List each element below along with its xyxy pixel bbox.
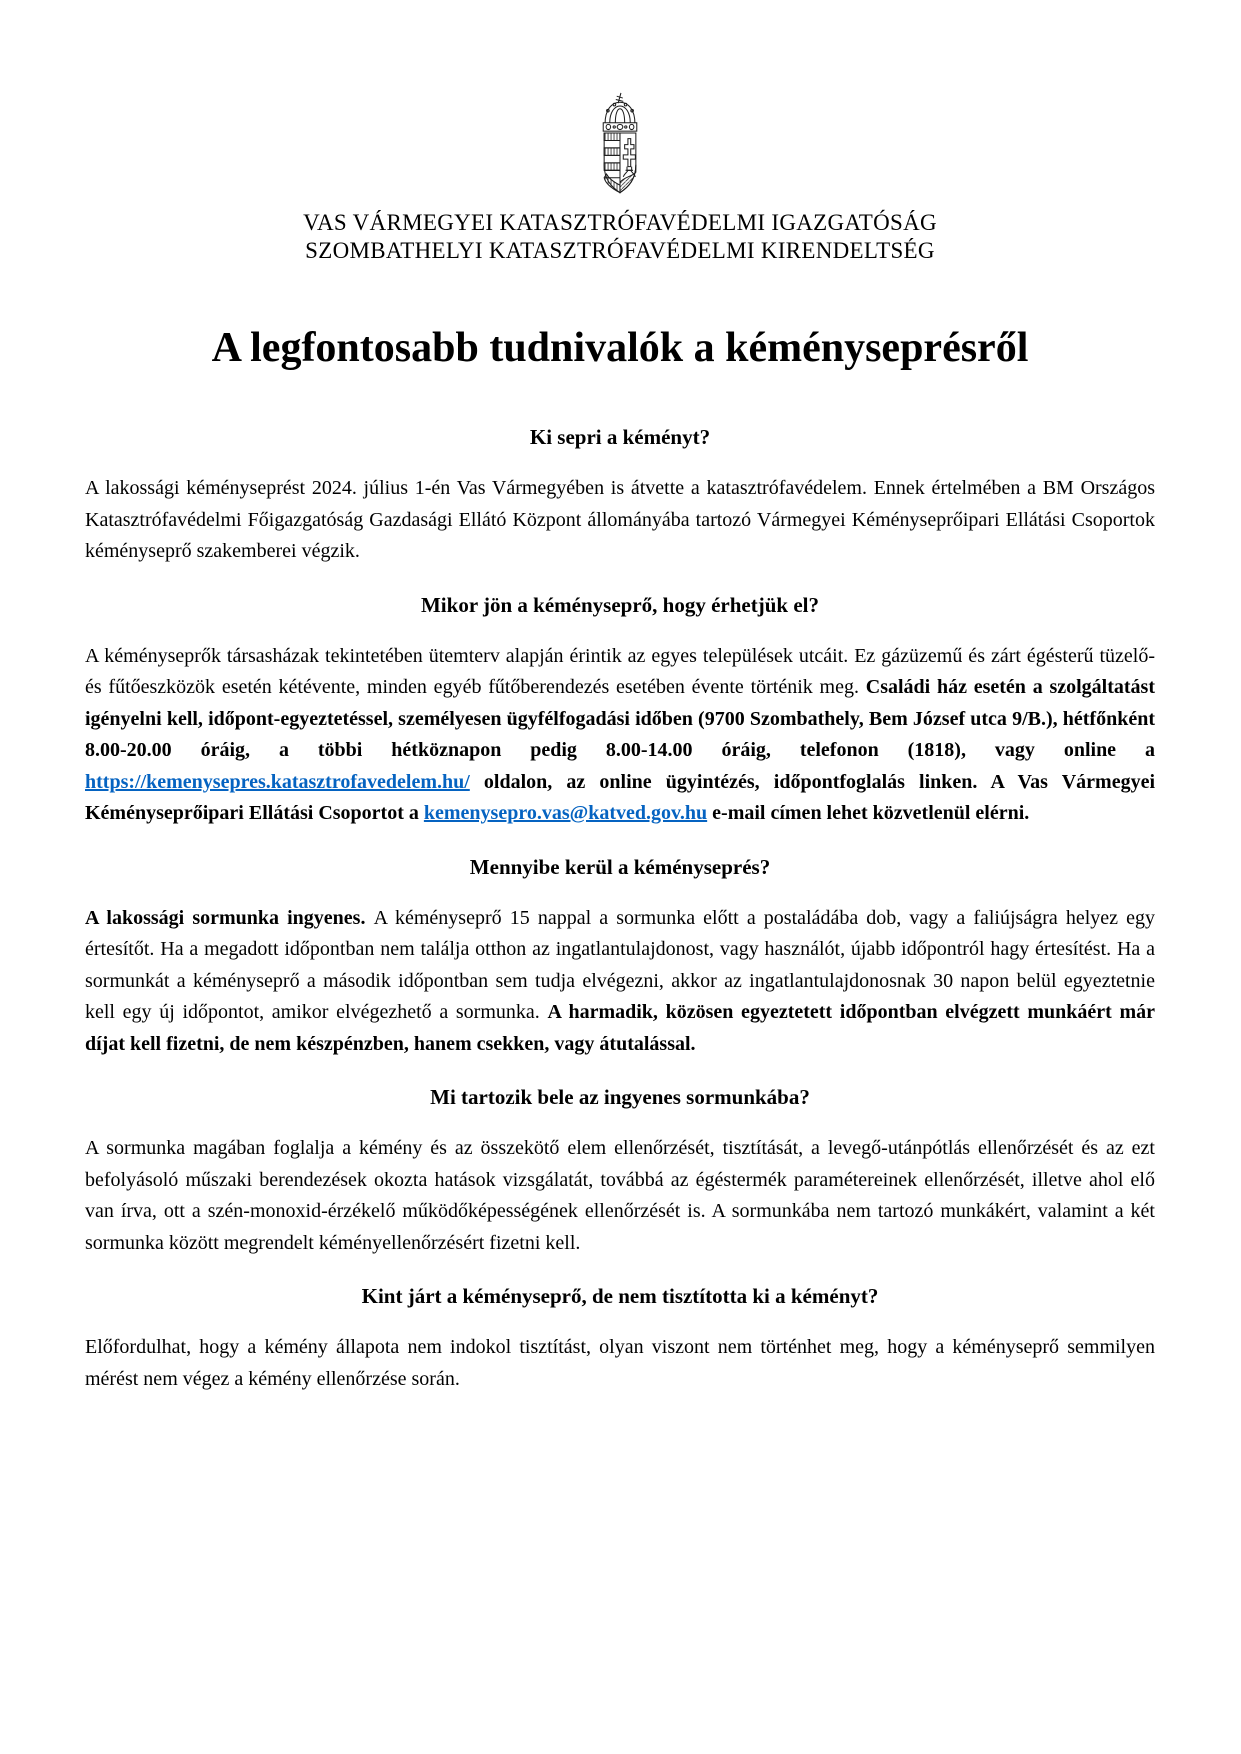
section-kint-jart-a-kemenysepro bbox=[85, 1283, 1155, 1395]
text-run: A kéményseprő 15 nappal a sormunka előtt a postaládába dob, vagy a faliújságra helyez egy értesítőt. Ha a megadott időpontban nem találja otthon az ingatlantulajdonost, vagy használót, újabb időpontról hagy értesítést. Ha a sormunkát a kéményseprő a második időpontban sem tudja elvégezni, akkor az ingatlantulajdonosnak 30 napon belül egyeztetnie kell egy új időpontot, amikor elvégezhető a sormunka. bbox=[85, 906, 1155, 1023]
hungarian-coat-of-arms-icon bbox=[592, 92, 648, 202]
text-run: A sormunka magában foglalja a kémény és az összekötő elem ellenőrzését, tisztítását, a levegő-utánpótlás ellenőrzését és az ezt befolyásoló műszaki berendezések okozta hatások vizsgálatát, továbbá az égéstermék paramétereinek ellenőrzését, illetve ahol elő van írva, ott a szén-monoxid-érzékelő működőképességének ellenőrzését is. A sormunkába nem tartozó munkákért, valamint a két sormunka között megrendelt kéményellenőrzésért fizetni kell. bbox=[85, 1137, 1155, 1254]
document-title: A legfontosabb tudnivalók a kéményseprésről bbox=[211, 325, 1029, 371]
chimney-sweep-website-link[interactable]: https://kemenysepres.katasztrofavedelem.hu/ bbox=[85, 770, 470, 793]
text-run: A lakossági kéményseprést 2024. július 1-én Vas Vármegyében is átvette a katasztrófavédelem. Ennek értelmében a BM Országos Katasztrófavédelmi Főigazgatóság Gazdasági Ellátó Központ állományába tartozó Vármegyei Kéményseprőipari Ellátási Csoportok kéményseprő szakemberei végzik. bbox=[85, 477, 1155, 562]
chimney-sweep-email-link[interactable]: kemenysepro.vas@katved.gov.hu bbox=[423, 802, 708, 824]
text-run-bold: A harmadik, közösen egyeztetett időpontban elvégzett munkáért már díjat kell fizetni, de nem készpénzben, hanem csekken, vagy átutalással. bbox=[85, 1001, 1156, 1055]
section-ki-sepri-a-kemenyt bbox=[85, 424, 1155, 568]
section-mi-tartozik-bele bbox=[85, 1084, 1155, 1259]
section-paragraph-3 bbox=[85, 903, 1155, 1061]
section-paragraph-4 bbox=[85, 1133, 1155, 1259]
section-paragraph-2 bbox=[85, 641, 1155, 830]
org-name bbox=[85, 209, 1155, 264]
logo-container bbox=[85, 92, 1155, 202]
section-heading-3: Mennyibe kerül a kéményseprés? bbox=[469, 854, 771, 879]
section-heading-4: Mi tartozik bele az ingyenes sormunkába? bbox=[430, 1085, 810, 1109]
text-run-bold: A lakossági sormunka ingyenes. bbox=[85, 906, 374, 929]
section-heading-1: Ki sepri a kéményt? bbox=[529, 425, 711, 449]
section-heading-2: Mikor jön a kéményseprő, hogy érhetjük el? bbox=[420, 592, 819, 617]
org-name-line1: VAS VÁRMEGYEI KATASZTRÓFAVÉDELMI IGAZGATÓSÁG bbox=[303, 210, 937, 235]
section-paragraph-1 bbox=[85, 473, 1155, 568]
section-mennyibe-kerul bbox=[85, 854, 1155, 1061]
text-run: A kéményseprők társasházak tekintetében ütemterv alapján érintik az egyes települések utcáit. Ez gázüzemű és zárt égésterű tüzelő- és fűtőeszközök esetén kétévente, minden egyéb fűtőberendezés esetében évente történik meg. bbox=[85, 644, 1155, 698]
section-mikor-jon-a-kemenysepro bbox=[85, 592, 1155, 830]
org-name-line2: SZOMBATHELYI KATASZTRÓFAVÉDELMI KIRENDELTSÉG bbox=[305, 237, 935, 263]
text-run-bold: e-mail címen lehet közvetlenül elérni. bbox=[707, 802, 1030, 824]
text-run: Előfordulhat, hogy a kémény állapota nem indokol tisztítást, olyan viszont nem történhet meg, hogy a kéményseprő semmilyen mérést nem végez a kémény ellenőrzése során. bbox=[85, 1336, 1155, 1390]
section-paragraph-5 bbox=[85, 1332, 1155, 1395]
section-heading-5: Kint járt a kéményseprő, de nem tisztította ki a kéményt? bbox=[361, 1284, 879, 1308]
text-run-bold: oldalon, az online ügyintézés, időpontfoglalás linken. A Vas Vármegyei Kéményseprőipari Ellátási Csoportot a bbox=[85, 770, 1155, 824]
text-run-bold: Családi ház esetén a szolgáltatást igényelni kell, időpont-egyeztetéssel, személyesen ügyfélfogadási időben (9700 Szombathely, Bem József utca 9/B.), hétfőnként 8.00-20.00 óráig, a többi hétköznapon pedig 8.00-14.00 óráig, telefonon (1818), vagy online a bbox=[85, 676, 1155, 761]
